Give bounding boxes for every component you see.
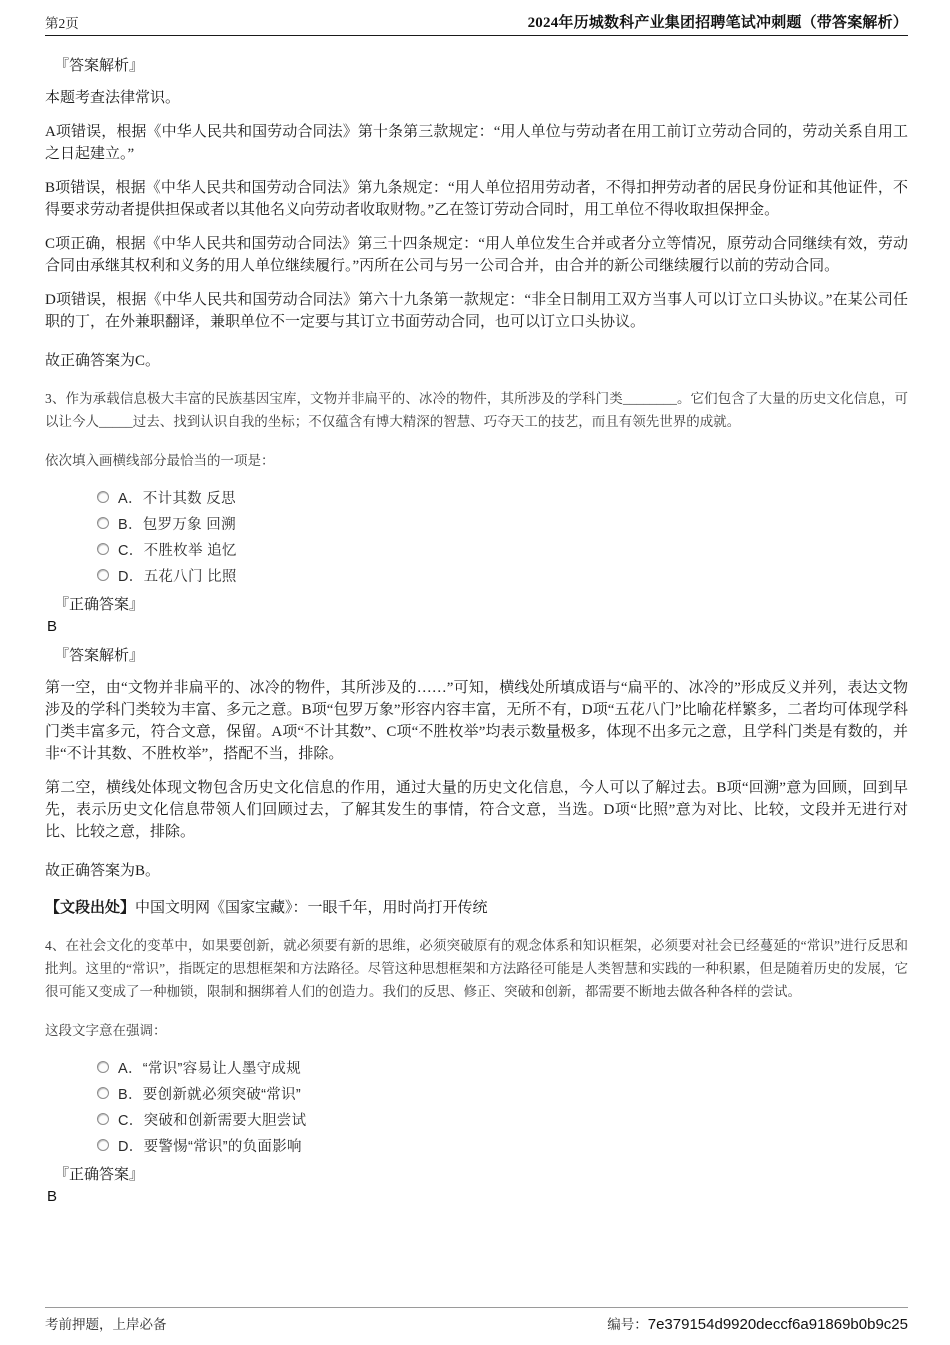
page-content xyxy=(45,45,908,1213)
q3-correct-answer-label: 『正确答案』 xyxy=(54,597,145,613)
radio-icon[interactable] xyxy=(97,1113,109,1125)
q4-correct-answer-value: B xyxy=(47,1188,58,1205)
q4-option-c xyxy=(97,1111,908,1127)
q3-option-c xyxy=(97,541,908,557)
q4-correct-answer-label: 『正确答案』 xyxy=(54,1167,145,1183)
footer-doc-id xyxy=(607,1313,908,1333)
q3-option-b-label: B．包罗万象 回溯 xyxy=(118,516,236,533)
q2-analysis-item-d: D项错误，根据《中华人民共和国劳动合同法》第六十九条第一款规定：“非全日制用工双方当事人可以订立口头协议。”在某公司任职的丁，在外兼职翻译，兼职单位不一定要与其订立书面劳动合同，也可以订立口头协议。 xyxy=(45,292,908,330)
q2-analysis-item-b: B项错误，根据《中华人民共和国劳动合同法》第九条规定：“用人单位招用劳动者，不得扣押劳动者的居民身份证和其他证件，不得要求劳动者提供担保或者以其他名义向劳动者收取财物。”乙在签订劳动合同时，用工单位不得收取担保押金。 xyxy=(45,180,908,218)
question-3-stem: 3、作为承载信息极大丰富的民族基因宝库，文物并非扁平的、冰冷的物件，其所涉及的学科门类________。它们包含了大量的历史文化信息，可以让今人_____过去、找到认识自我的坐标；不仅蕴含有博大精深的智慧、巧夺天工的技艺，而且有领先世界的成就。 xyxy=(45,391,908,429)
q3-correct-answer-value: B xyxy=(47,618,58,635)
q4-option-a-label: A．“常识”容易让人墨守成规 xyxy=(118,1060,302,1077)
radio-icon[interactable] xyxy=(97,1139,109,1151)
radio-icon[interactable] xyxy=(97,1061,109,1073)
doc-id-value: 7e379154d9920deccf6a91869b0b9c25 xyxy=(647,1316,908,1333)
radio-icon[interactable] xyxy=(97,491,109,503)
q3-option-d-label: D．五花八门 比照 xyxy=(118,568,237,585)
q2-analysis-item-a: A项错误，根据《中华人民共和国劳动合同法》第十条第三款规定：“用人单位与劳动者在用工前订立劳动合同的，劳动关系自用工之日起建立。” xyxy=(45,124,908,162)
question-4-prompt: 这段文字意在强调： xyxy=(45,1023,167,1038)
q3-source-line xyxy=(45,896,908,917)
page-header xyxy=(45,11,908,36)
q3-final-answer: 故正确答案为B。 xyxy=(45,863,161,879)
q3-analysis-para-1: 第一空，由“文物并非扁平的、冰冷的物件，其所涉及的……”可知，横线处所填成语与“扁平的、冰冷的”形成反义并列，表达文物涉及的学科门类较为丰富、多元之意。B项“包罗万象”形容内容丰富，无所不有，D项“五花八门”比喻花样繁多，二者均可体现学科门类丰富多元，符合文意，保留。A项“不计其数”、C项“不胜枚举”均表示数量极多，体现不出多元之意，且学科门类是有数的，并非“不计其数、不胜枚举”，搭配不当，排除。 xyxy=(45,680,908,762)
page-footer xyxy=(45,1307,908,1333)
question-4-options xyxy=(97,1059,908,1153)
doc-id-label: 编号： xyxy=(607,1317,648,1332)
question-3-prompt: 依次填入画横线部分最恰当的一项是： xyxy=(45,453,275,468)
radio-icon[interactable] xyxy=(97,569,109,581)
q4-option-d-label: D．要警惕“常识”的负面影响 xyxy=(118,1138,302,1155)
q3-source-text: 中国文明网《国家宝藏》：一眼千年，用时尚打开传统 xyxy=(135,900,488,916)
question-4-stem: 4、在社会文化的变革中，如果要创新，就必须要有新的思维，必须突破原有的观念体系和知识框架，必须要对社会已经蔓延的“常识”进行反思和批判。这里的“常识”，指既定的思想框架和方法路径。尽管这种思想框架和方法路径可能是人类智慧和实践的一种积累，但是随着历史的发展，它很可能又变成了一种枷锁，限制和捆绑着人们的创造力。我们的反思、修正、突破和创新，都需要不断地去做各种各样的尝试。 xyxy=(45,938,908,999)
q2-final-answer: 故正确答案为C。 xyxy=(45,353,161,369)
q3-analysis-label: 『答案解析』 xyxy=(54,648,145,664)
q4-option-c-label: C．突破和创新需要大胆尝试 xyxy=(118,1112,307,1129)
q2-analysis-label: 『答案解析』 xyxy=(54,58,145,74)
question-3-options xyxy=(97,489,908,583)
q3-option-b xyxy=(97,515,908,531)
q4-option-b-label: B．要创新就必须突破“常识” xyxy=(118,1086,302,1103)
q4-option-b xyxy=(97,1085,908,1101)
radio-icon[interactable] xyxy=(97,543,109,555)
q3-source-label: 【文段出处】 xyxy=(45,900,136,916)
q2-analysis-item-c: C项正确，根据《中华人民共和国劳动合同法》第三十四条规定：“用人单位发生合并或者分立等情况，原劳动合同继续有效，劳动合同由承继其权利和义务的用人单位继续履行。”丙所在公司与另一公司合并，由合并的新公司继续履行以前的劳动合同。 xyxy=(45,236,908,274)
q3-analysis-para-2: 第二空，横线处体现文物包含历史文化信息的作用，通过大量的历史文化信息，今人可以了解过去。B项“回溯”意为回顾，回到早先，表示历史文化信息带领人们回顾过去，了解其发生的事情，符合文意，当选。D项“比照”意为对比、比较，文段并无进行对比、比较之意，排除。 xyxy=(45,780,908,840)
radio-icon[interactable] xyxy=(97,1087,109,1099)
q3-option-d xyxy=(97,567,908,583)
q3-option-a xyxy=(97,489,908,505)
page-number: 第2页 xyxy=(45,16,79,31)
radio-icon[interactable] xyxy=(97,517,109,529)
q3-option-c-label: C．不胜枚举 追忆 xyxy=(118,542,237,559)
q4-option-a xyxy=(97,1059,908,1075)
footer-slogan: 考前押题，上岸必备 xyxy=(45,1317,167,1332)
q3-option-a-label: A．不计其数 反思 xyxy=(118,490,236,507)
document-title: 2024年历城数科产业集团招聘笔试冲刺题（带答案解析） xyxy=(527,15,908,31)
q4-option-d xyxy=(97,1137,908,1153)
q2-analysis-intro: 本题考查法律常识。 xyxy=(45,90,181,106)
